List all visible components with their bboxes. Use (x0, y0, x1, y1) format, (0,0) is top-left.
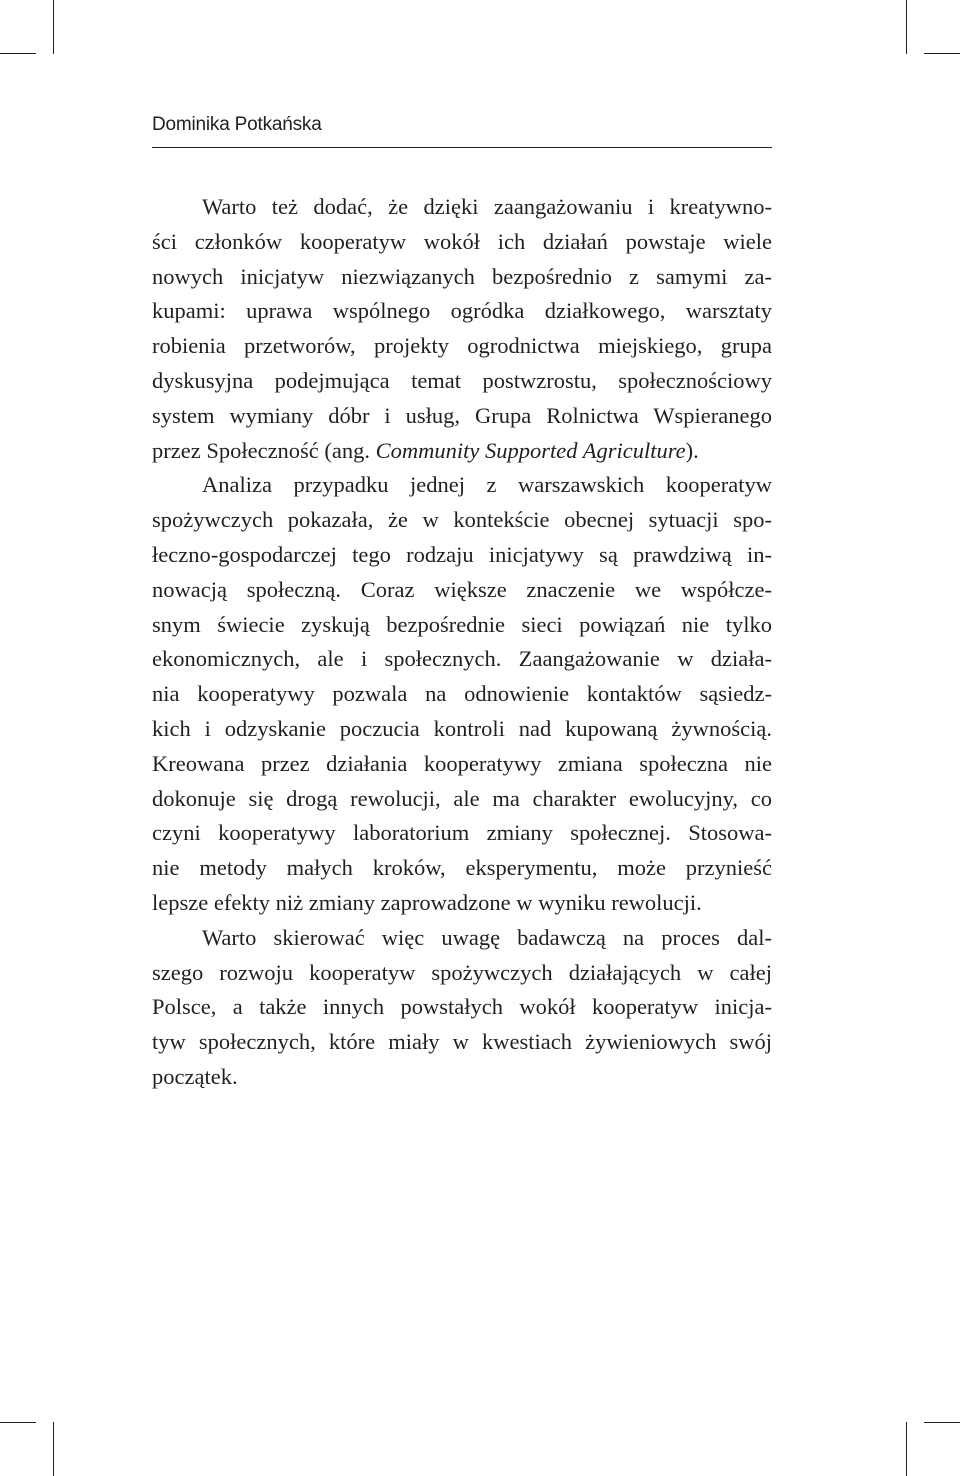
text-line: nowacją społeczną. Coraz większe znaczenie we współcze- (152, 576, 772, 602)
crop-mark-top-right (906, 0, 907, 54)
text-line (152, 434, 772, 469)
text-line: łeczno-gospodarczej tego rodzaju inicjatywy są prawdziwą in- (152, 541, 772, 567)
text-line: dokonuje się drogą rewolucji, ale ma charakter ewolucyjny, co (152, 785, 772, 811)
crop-mark-bottom-left (53, 1422, 54, 1476)
text-run: ). (685, 437, 699, 463)
text-line: Analiza przypadku jednej z warszawskich kooperatyw (202, 472, 772, 498)
text-line: nia kooperatywy pozwala na odnowienie kontaktów sąsiedz- (152, 681, 772, 707)
text-run: przez Społeczność (ang. (152, 437, 376, 463)
crop-mark-bottom-right (906, 1422, 907, 1476)
text-line: czyni kooperatywy laboratorium zmiany społecznej. Stosowa- (152, 820, 772, 846)
crop-mark-top-right-h (924, 53, 960, 54)
italic-term: Community Supported Agriculture (375, 437, 686, 463)
text-line: tyw społecznych, które miały w kwestiach żywieniowych swój (152, 1029, 772, 1055)
text-line: robienia przetworów, projekty ogrodnictwa miejskiego, grupa (152, 333, 772, 359)
text-line: szego rozwoju kooperatyw spożywczych działających w całej (152, 959, 772, 985)
header-rule (152, 147, 772, 148)
text-line: kupami: uprawa wspólnego ogródka działkowego, warsztaty (152, 298, 772, 324)
text-line: spożywczych pokazała, że w kontekście obecnej sytuacji spo- (152, 507, 772, 533)
text-line: system wymiany dóbr i usług, Grupa Rolnictwa Wspieranego (152, 402, 772, 428)
text-line: ści członków kooperatyw wokół ich działań powstaje wiele (152, 228, 772, 254)
text-line: nie metody małych kroków, eksperymentu, może przynieść (152, 855, 772, 881)
text-line: Warto skierować więc uwagę badawczą na proces dal- (202, 924, 772, 950)
text-line: kich i odzyskanie poczucia kontroli nad kupowaną żywnością. (152, 715, 772, 741)
text-line: początek. (152, 1063, 238, 1089)
text-line: lepsze efekty niż zmiany zaprowadzone w wyniku rewolucji. (152, 889, 702, 915)
text-line: snym świecie zyskują bezpośrednie sieci powiązań nie tylko (152, 611, 772, 637)
crop-mark-top-left (53, 0, 54, 54)
text-line: ekonomicznych, ale i społecznych. Zaangażowanie w działa- (152, 646, 772, 672)
running-head-author: Dominika Potkańska (152, 114, 322, 135)
crop-mark-bottom-left-h (0, 1422, 36, 1423)
text-line: Warto też dodać, że dzięki zaangażowaniu i kreatywno- (202, 194, 772, 219)
crop-mark-top-left-h (0, 53, 36, 54)
text-line: nowych inicjatyw niezwiązanych bezpośrednio z samymi za- (152, 263, 772, 289)
crop-mark-bottom-right-h (924, 1422, 960, 1423)
text-line: Polsce, a także innych powstałych wokół kooperatyw inicja- (152, 994, 772, 1020)
text-line: dyskusyjna podejmująca temat postwzrostu, społecznościowy (152, 367, 772, 393)
text-line: Kreowana przez działania kooperatywy zmiana społeczna nie (152, 750, 772, 776)
body-text (152, 190, 772, 1095)
